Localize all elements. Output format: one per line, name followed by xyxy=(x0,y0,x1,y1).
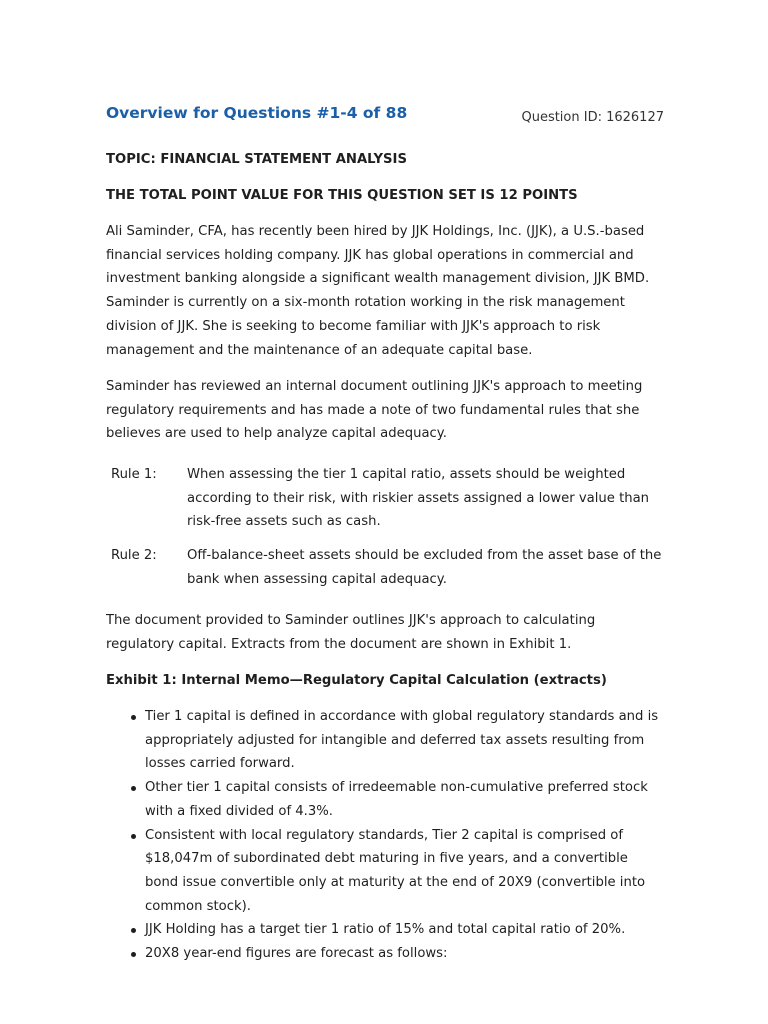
rule-2-text: Off-balance-sheet assets should be excluded from the asset base of the bank when assessing capital adequacy. xyxy=(187,548,662,587)
exhibit-bullet-list xyxy=(106,705,662,966)
rule-1-text: When assessing the tier 1 capital ratio, assets should be weighted according to their risk, with riskier assets assigned a lower value than risk-free assets such as cash. xyxy=(187,467,650,530)
review-paragraph: Saminder has reviewed an internal document outlining JJK's approach to meeting regulatory requirements and has made a note of two fundamental rules that she believes are used to help analyze capital adequacy. xyxy=(106,379,643,442)
rule-2-label: Rule 2: xyxy=(111,548,157,563)
overview-title: Overview for Questions #1-4 of 88 xyxy=(106,104,408,122)
rule-1-label: Rule 1: xyxy=(111,467,157,482)
bullet-icon xyxy=(131,952,136,957)
bullet-icon xyxy=(131,834,136,839)
point-value-heading: THE TOTAL POINT VALUE FOR THIS QUESTION SET IS 12 POINTS xyxy=(106,188,578,203)
list-item-text: Other tier 1 capital consists of irredeemable non-cumulative preferred stock with a fixed divided of 4.3%. xyxy=(145,780,648,819)
intro-paragraph: Ali Saminder, CFA, has recently been hired by JJK Holdings, Inc. (JJK), a U.S.-based financial services holding company. JJK has global operations in commercial and investment banking alongside a significant wealth management division, JJK BMD. Saminder is currently on a six-month rotation working in the risk management division of JJK. She is seeking to become familiar with JJK's approach to risk management and the maintenance of an adequate capital base. xyxy=(106,224,650,358)
list-item-text: Consistent with local regulatory standards, Tier 2 capital is comprised of $18,047m of subordinated debt maturing in five years, and a convertible bond issue convertible only at maturity at the end of 20X9 (convertible into common stock). xyxy=(145,827,646,914)
list-item xyxy=(106,776,662,823)
topic-heading: TOPIC: FINANCIAL STATEMENT ANALYSIS xyxy=(106,152,407,167)
list-item xyxy=(106,942,662,966)
document-paragraph: The document provided to Saminder outlines JJK's approach to calculating regulatory capital. Extracts from the document are shown in Exhibit 1. xyxy=(106,613,596,652)
question-header xyxy=(106,104,666,134)
rule-1 xyxy=(111,463,662,535)
rule-2 xyxy=(111,544,662,592)
bullet-icon xyxy=(131,715,136,720)
list-item-text: Tier 1 capital is defined in accordance with global regulatory standards and is appropriately adjusted for intangible and deferred tax assets resulting from losses carried forward. xyxy=(145,709,659,772)
bullet-icon xyxy=(131,928,136,933)
list-item xyxy=(106,705,662,776)
list-item-text: 20X8 year-end figures are forecast as follows: xyxy=(145,946,448,962)
list-item xyxy=(106,918,662,942)
exhibit-title: Exhibit 1: Internal Memo—Regulatory Capital Calculation (extracts) xyxy=(106,673,607,688)
bullet-icon xyxy=(131,786,136,791)
question-id: Question ID: 1626127 xyxy=(521,110,664,125)
list-item-text: JJK Holding has a target tier 1 ratio of 15% and total capital ratio of 20%. xyxy=(145,922,626,938)
list-item xyxy=(106,824,662,919)
